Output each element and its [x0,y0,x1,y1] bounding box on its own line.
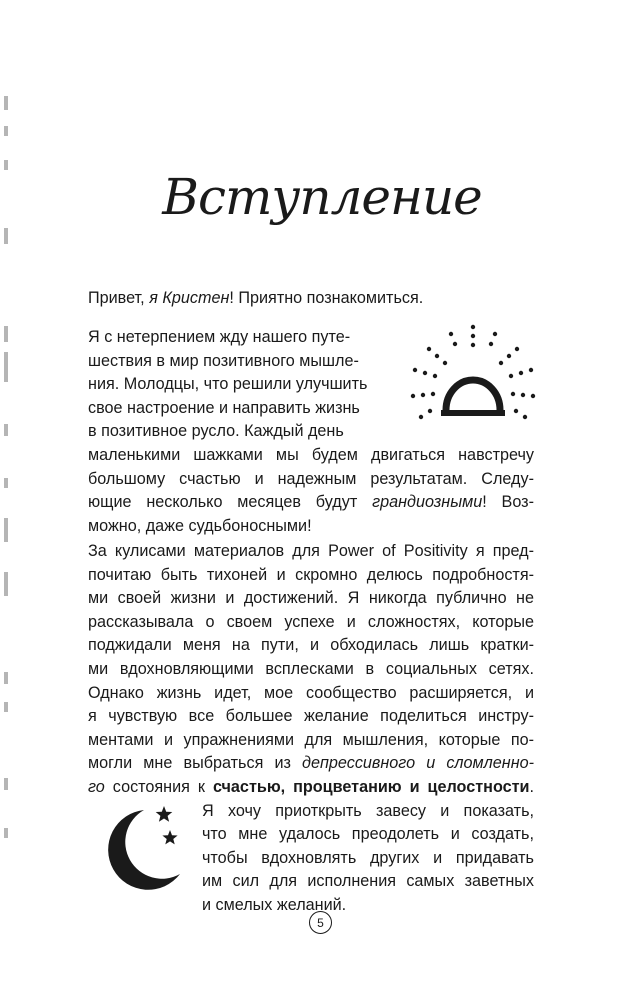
text-line: почитаю быть тихоней и скромно делюсь подробностя- [88,565,534,584]
text-line: большому счастью и надежным результатам. Следу- [88,469,534,488]
text-line: им сил для исполнения самых заветных [202,872,534,891]
text-line: я чувствую все большее желание поделиться инстру- [88,707,534,726]
edge-mark [4,518,8,542]
text-line: свое настроение и направить жизнь [88,398,360,417]
greeting-name: я Кристен [149,289,230,307]
intro-paragraph [88,326,534,538]
edge-mark [4,702,8,712]
chapter-title: Вступление [162,168,482,226]
bold-text: счастью, процветанию и целостности [212,777,530,796]
edge-mark [4,424,8,436]
text-line: можно, даже судьбоносными! [88,516,312,535]
text-line: Я с нетерпением жду нашего путе- [88,328,351,346]
text-line: ния. Молодцы, что решили улучшить [88,375,368,394]
text-line: ми вдохновляющими всплесками в социальных сетях. [88,659,534,678]
greeting-text: Привет, [88,289,150,307]
text-line: в позитивное русло. Каждый день [88,422,344,441]
text-segment: . [529,777,534,796]
text-line: Я хочу приоткрыть завесу и показать, [202,801,534,820]
text-segment: ющие несколько месяцев будут [88,493,373,512]
greeting-text: ! Приятно познакомиться. [229,289,424,307]
greeting-paragraph [88,287,534,311]
edge-mark [4,352,8,382]
emphasis-text: депрессивного и сломленно- [302,754,534,773]
edge-mark [4,572,8,596]
edge-mark [4,672,8,684]
edge-mark [4,828,8,838]
text-line: маленькими шажками мы будем двигаться навстречу [88,445,534,464]
text-line: рассказывала о своем успехе и сложностях, которые [88,612,534,631]
text-line: ми своей жизни и достижений. Я никогда публично не [88,589,534,608]
edge-mark [4,326,8,342]
text-line: и смелых желаний. [202,895,347,914]
text-line: Однако жизнь идет, мое сообщество расширяется, и [88,683,534,702]
text-line: чтобы вдохновлять других и придавать [202,848,534,867]
text-line [88,491,534,515]
edge-mark [4,778,8,790]
text-segment: ! Воз- [482,493,534,512]
moon-stars-icon [100,800,192,895]
edge-mark [4,228,8,244]
binding-edge [0,0,14,1000]
edge-mark [4,126,8,136]
edge-mark [4,96,8,110]
text-line [88,752,534,776]
text-segment: могли мне выбраться из [88,754,303,773]
text-line: что мне удалось преодолеть и создать, [202,825,534,844]
text-line: За кулисами материалов для Power of Positivity я пред- [88,542,534,560]
page-number: 5 [309,911,332,934]
edge-mark [4,478,8,488]
text-line: ментами и упражнениями для мышления, которые по- [88,730,534,749]
text-segment: состояния к [104,777,213,796]
text-line [88,776,534,800]
text-line: шествия в мир позитивного мышле- [88,351,359,370]
text-line: поджидали меня на пути, и обходилась лишь кратки- [88,636,534,655]
emphasis-text: го [88,777,105,796]
emphasis-text: грандиозными [372,493,483,512]
